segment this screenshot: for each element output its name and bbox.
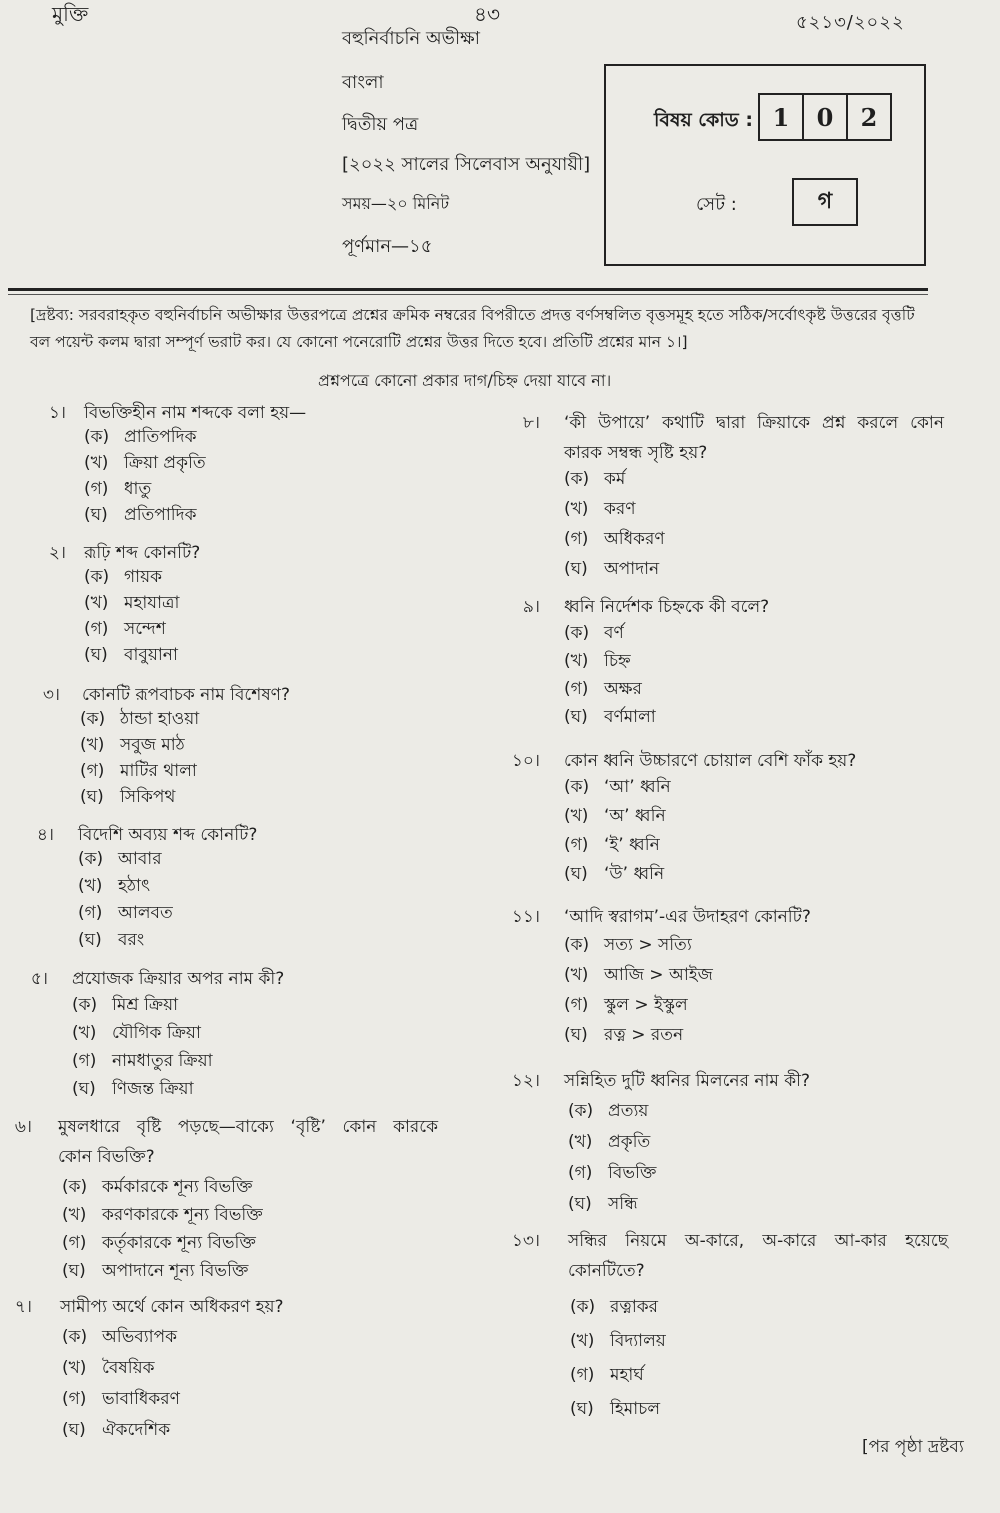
option-key: (ঘ) xyxy=(62,1420,86,1440)
option-key: (ক) xyxy=(62,1177,88,1197)
answer-option xyxy=(564,556,665,586)
option-key: (ক) xyxy=(84,567,110,587)
question-number: ১২। xyxy=(511,1071,540,1091)
question-number: ১৩। xyxy=(511,1231,540,1251)
option-key: (খ) xyxy=(72,1023,97,1043)
corner-label: মুক্তি xyxy=(52,2,89,26)
option-key: (খ) xyxy=(84,593,109,613)
question-stem: কোন ধ্বনি উচ্চারণে চোয়াল বেশি ফাঁক হয়? xyxy=(564,751,857,771)
option-key: (খ) xyxy=(564,499,589,519)
page-number: ৪৩ xyxy=(474,2,500,26)
code-digit: 1 xyxy=(760,95,804,139)
answer-option xyxy=(84,502,206,528)
answer-option xyxy=(78,873,173,900)
divider-thin xyxy=(8,294,928,295)
option-key: (ঘ) xyxy=(564,559,588,579)
answer-option xyxy=(78,927,173,954)
instructions-warning: প্রশ্নপত্রে কোনো প্রকার দাগ/চিহ্ন দেয়া যাবে না। xyxy=(318,371,612,390)
question-stem: ধ্বনি নির্দেশক চিহ্নকে কী বলে? xyxy=(564,597,770,617)
next-page-note: [পর পৃষ্ঠা দ্রষ্টব্য xyxy=(862,1437,964,1457)
option-list xyxy=(564,466,665,586)
exam-type: বহুনির্বাচনি অভীক্ষা xyxy=(342,28,480,49)
option-text: ঠান্ডা হাওয়া xyxy=(120,709,200,729)
option-key: (খ) xyxy=(568,1132,593,1152)
answer-option xyxy=(568,1160,656,1191)
option-key: (ক) xyxy=(84,427,110,447)
code-digit: 2 xyxy=(860,102,878,132)
option-text: বিভক্তি xyxy=(608,1163,657,1183)
question-number: ৮। xyxy=(522,413,540,433)
option-key: (খ) xyxy=(78,876,103,896)
option-key: (ঘ) xyxy=(84,645,108,665)
option-key: (ঘ) xyxy=(564,707,588,727)
option-key: (খ) xyxy=(564,651,589,671)
subject-code-label: বিষয় কোড : xyxy=(654,109,754,131)
answer-option xyxy=(564,962,713,992)
option-key: (গ) xyxy=(84,619,109,639)
option-list xyxy=(564,932,713,1052)
answer-option xyxy=(570,1294,666,1328)
answer-option xyxy=(564,526,665,556)
option-key: (খ) xyxy=(62,1358,87,1378)
question-number: ৪। xyxy=(36,825,54,845)
answer-option xyxy=(62,1258,263,1286)
option-key: (ক) xyxy=(564,469,590,489)
exam-time: সময়—২০ মিনিট xyxy=(342,194,450,213)
answer-option xyxy=(570,1396,666,1430)
option-list xyxy=(564,774,671,890)
option-list xyxy=(84,564,179,668)
option-key: (ঘ) xyxy=(84,505,108,525)
answer-option xyxy=(564,1022,713,1052)
question-stem: সামীপ্য অর্থে কোন অধিকরণ হয়? xyxy=(60,1297,284,1317)
answer-option xyxy=(62,1324,180,1355)
question-number: ৬। xyxy=(14,1117,32,1137)
option-text: ণিজন্ত ক্রিয়া xyxy=(112,1079,194,1099)
question-stem: কারক সম্বন্ধ সৃষ্টি হয়? xyxy=(564,443,708,463)
option-text: সিকিপথ xyxy=(120,787,176,807)
option-list xyxy=(84,424,206,528)
option-key: (গ) xyxy=(72,1051,97,1071)
answer-option xyxy=(84,590,179,616)
option-text: অধিকরণ xyxy=(604,529,665,549)
option-key: (ক) xyxy=(78,849,104,869)
answer-option xyxy=(564,774,671,803)
answer-option xyxy=(564,932,713,962)
option-key: (ঘ) xyxy=(568,1194,592,1214)
option-key: (ঘ) xyxy=(564,1025,588,1045)
option-text: মিশ্র ক্রিয়া xyxy=(112,995,179,1015)
option-text: স্কুল > ইস্কুল xyxy=(604,995,688,1015)
option-list xyxy=(62,1324,180,1448)
option-list xyxy=(80,706,199,810)
option-key: (ঘ) xyxy=(78,930,102,950)
option-text: সন্ধি xyxy=(608,1194,638,1214)
option-text: সন্দেশ xyxy=(124,619,166,639)
answer-option xyxy=(570,1328,666,1362)
option-text: সত্য > সত্যি xyxy=(604,935,692,955)
option-text: মহাযাত্রা xyxy=(124,593,180,613)
answer-option xyxy=(568,1129,656,1160)
option-text: অক্ষর xyxy=(604,679,642,699)
question-number: ১১। xyxy=(511,907,540,927)
option-text: ‘অ’ ধ্বনি xyxy=(604,806,666,826)
option-key: (খ) xyxy=(80,735,105,755)
answer-option xyxy=(84,564,179,590)
option-text: করণ xyxy=(604,499,636,519)
option-text: কর্তৃকারকে শূন্য বিভক্তি xyxy=(102,1233,256,1253)
answer-option xyxy=(570,1362,666,1396)
answer-option xyxy=(564,466,665,496)
option-list xyxy=(78,846,173,954)
option-text: প্রতিপাদিক xyxy=(124,505,197,525)
question-number: ৫। xyxy=(30,969,48,989)
option-text: প্রকৃতি xyxy=(608,1132,651,1152)
option-text: মহার্ঘ xyxy=(610,1365,644,1385)
question-stem: সন্ধির নিয়মে অ-কারে, অ-কারে আ-কার হয়েছে xyxy=(568,1231,948,1251)
option-text: করণকারকে শূন্য বিভক্তি xyxy=(102,1205,263,1225)
answer-option xyxy=(568,1191,656,1222)
answer-option xyxy=(84,424,206,450)
option-text: বর্ণমালা xyxy=(604,707,656,727)
option-text: প্রত্যয় xyxy=(608,1101,649,1121)
answer-option xyxy=(564,861,671,890)
answer-option xyxy=(84,642,179,668)
option-text: আলবত xyxy=(118,903,173,923)
option-text: চিহ্ন xyxy=(604,651,631,671)
option-text: অপাদানে শূন্য বিভক্তি xyxy=(102,1261,249,1281)
answer-option xyxy=(564,648,656,676)
option-text: আবার xyxy=(118,849,162,869)
answer-option xyxy=(84,616,179,642)
option-key: (গ) xyxy=(84,479,109,499)
option-text: যৌগিক ক্রিয়া xyxy=(112,1023,201,1043)
answer-option xyxy=(78,900,173,927)
option-key: (ক) xyxy=(72,995,98,1015)
question-stem: রূঢ়ি শব্দ কোনটি? xyxy=(84,543,201,563)
question-code: ৫২১৩/২০২২ xyxy=(796,12,905,33)
option-key: (ঘ) xyxy=(570,1399,594,1419)
question-stem: ‘কী উপায়ে’ কথাটি দ্বারা ক্রিয়াকে প্রশ্ন করলে কোন xyxy=(564,413,944,433)
answer-option xyxy=(62,1174,263,1202)
subject-code-digits xyxy=(758,93,892,141)
answer-option xyxy=(62,1386,180,1417)
option-key: (ক) xyxy=(80,709,106,729)
answer-option xyxy=(62,1202,263,1230)
paper-name: দ্বিতীয় পত্র xyxy=(342,114,419,135)
option-key: (ক) xyxy=(568,1101,594,1121)
question-stem: কোনটি রূপবাচক নাম বিশেষণ? xyxy=(82,685,290,705)
option-list xyxy=(568,1098,656,1222)
question-stem: প্রযোজক ক্রিয়ার অপর নাম কী? xyxy=(72,969,285,989)
option-key: (ঘ) xyxy=(72,1079,96,1099)
question-stem: বিদেশি অব্যয় শব্দ কোনটি? xyxy=(78,825,258,845)
option-text: গায়ক xyxy=(124,567,162,587)
option-key: (গ) xyxy=(564,529,589,549)
subject-name: বাংলা xyxy=(342,72,384,93)
answer-option xyxy=(568,1098,656,1129)
option-text: ‘ই’ ধ্বনি xyxy=(604,835,660,855)
option-text: হিমাচল xyxy=(610,1399,661,1419)
option-key: (ক) xyxy=(564,623,590,643)
answer-option xyxy=(78,846,173,873)
question-number: ৯। xyxy=(522,597,540,617)
option-text: মাটির থালা xyxy=(120,761,197,781)
option-text: ঐকদেশিক xyxy=(102,1420,171,1440)
option-key: (গ) xyxy=(78,903,103,923)
question-stem: মুষলধারে বৃষ্টি পড়ছে—বাক্যে ‘বৃষ্টি’ কোন কারকে xyxy=(58,1117,438,1137)
answer-option xyxy=(62,1417,180,1448)
option-text: কর্মকারকে শূন্য বিভক্তি xyxy=(102,1177,253,1197)
option-text: কর্ম xyxy=(604,469,626,489)
option-text: নামধাতুর ক্রিয়া xyxy=(112,1051,213,1071)
question-number: ১০। xyxy=(511,751,540,771)
option-text: সবুজ মাঠ xyxy=(120,735,185,755)
answer-option xyxy=(84,476,206,502)
instructions-note: [দ্রষ্টব্য: সরবরাহকৃত বহুনির্বাচনি অভীক্ষার উত্তরপত্রে প্রশ্নের ক্রমিক নম্বরের বিপরীতে প্রদত্ত বর্ণসম্বলিত বৃত্তসমূহ হতে সঠিক/সর্বোৎকৃষ্ট উত্তরের বৃত্তটি বল পয়েন্ট কলম দ্বারা সম্পূর্ণ ভরাট কর। যে কোনো পনেরোটি প্রশ্নের উত্তর দিতে হবে। প্রতিটি প্রশ্নের মান ১।] xyxy=(30,306,915,351)
answer-option xyxy=(80,706,199,732)
answer-option xyxy=(564,704,656,732)
syllabus-note: [২০২২ সালের সিলেবাস অনুযায়ী] xyxy=(342,154,591,175)
option-text: প্রাতিপদিক xyxy=(124,427,197,447)
question-number: ৩। xyxy=(42,685,60,705)
option-key: (গ) xyxy=(564,995,589,1015)
option-key: (খ) xyxy=(570,1331,595,1351)
answer-option xyxy=(62,1230,263,1258)
option-list xyxy=(570,1294,666,1430)
option-key: (ক) xyxy=(564,935,590,955)
question-stem: কোন বিভক্তি? xyxy=(58,1147,155,1167)
option-key: (গ) xyxy=(80,761,105,781)
answer-option xyxy=(564,676,656,704)
option-list xyxy=(564,620,656,732)
answer-option xyxy=(72,1020,213,1048)
option-key: (গ) xyxy=(570,1365,595,1385)
option-key: (গ) xyxy=(568,1163,593,1183)
answer-option xyxy=(72,1048,213,1076)
answer-option xyxy=(72,992,213,1020)
option-text: ধাতু xyxy=(124,479,152,499)
option-text: অপাদান xyxy=(604,559,660,579)
answer-option xyxy=(62,1355,180,1386)
option-key: (ঘ) xyxy=(80,787,104,807)
option-text: বর্ণ xyxy=(604,623,624,643)
option-text: বৈষয়িক xyxy=(102,1358,155,1378)
option-text: ‘উ’ ধ্বনি xyxy=(604,864,665,884)
set-value: গ xyxy=(792,178,858,226)
option-key: (ঘ) xyxy=(62,1261,86,1281)
option-text: আজি > আইজ xyxy=(604,965,713,985)
option-key: (ক) xyxy=(570,1297,596,1317)
option-list xyxy=(62,1174,263,1286)
option-text: অভিব্যাপক xyxy=(102,1327,178,1347)
question-number: ১। xyxy=(48,403,66,423)
question-stem: সন্নিহিত দুটি ধ্বনির মিলনের নাম কী? xyxy=(564,1071,811,1091)
option-key: (খ) xyxy=(62,1205,87,1225)
option-text: বিদ্যালয় xyxy=(610,1331,666,1351)
answer-option xyxy=(80,784,199,810)
answer-option xyxy=(564,496,665,526)
answer-option xyxy=(564,832,671,861)
code-digit: 0 xyxy=(804,95,848,139)
option-text: রত্ন > রতন xyxy=(604,1025,684,1045)
answer-option xyxy=(80,758,199,784)
option-text: রত্নাকর xyxy=(610,1297,658,1317)
option-key: (ঘ) xyxy=(564,864,588,884)
option-key: (খ) xyxy=(84,453,109,473)
option-key: (গ) xyxy=(564,835,589,855)
answer-option xyxy=(84,450,206,476)
option-key: (খ) xyxy=(564,806,589,826)
question-stem: ‘আদি স্বরাগম’-এর উদাহরণ কোনটি? xyxy=(564,907,811,927)
question-number: ২। xyxy=(48,543,66,563)
option-text: বাবুয়ানা xyxy=(124,645,178,665)
option-key: (ক) xyxy=(62,1327,88,1347)
answer-option xyxy=(564,803,671,832)
question-number: ৭। xyxy=(14,1297,32,1317)
question-stem: বিভক্তিহীন নাম শব্দকে বলা হয়— xyxy=(84,403,307,423)
divider xyxy=(8,288,928,291)
option-key: (গ) xyxy=(62,1389,87,1409)
answer-option xyxy=(564,620,656,648)
option-text: ভাবাধিকরণ xyxy=(102,1389,180,1409)
question-stem: কোনটিতে? xyxy=(568,1261,645,1281)
set-label: সেট : xyxy=(696,194,737,215)
option-key: (ক) xyxy=(564,777,590,797)
option-text: বরং xyxy=(118,930,145,950)
option-text: হঠাৎ xyxy=(118,876,151,896)
answer-option xyxy=(80,732,199,758)
answer-option xyxy=(564,992,713,1022)
option-text: ক্রিয়া প্রকৃতি xyxy=(124,453,206,473)
option-key: (গ) xyxy=(62,1233,87,1253)
option-key: (গ) xyxy=(564,679,589,699)
option-text: ‘আ’ ধ্বনি xyxy=(604,777,671,797)
option-key: (খ) xyxy=(564,965,589,985)
answer-option xyxy=(72,1076,213,1104)
option-list xyxy=(72,992,213,1104)
full-marks: পূর্ণমান—১৫ xyxy=(342,236,433,257)
